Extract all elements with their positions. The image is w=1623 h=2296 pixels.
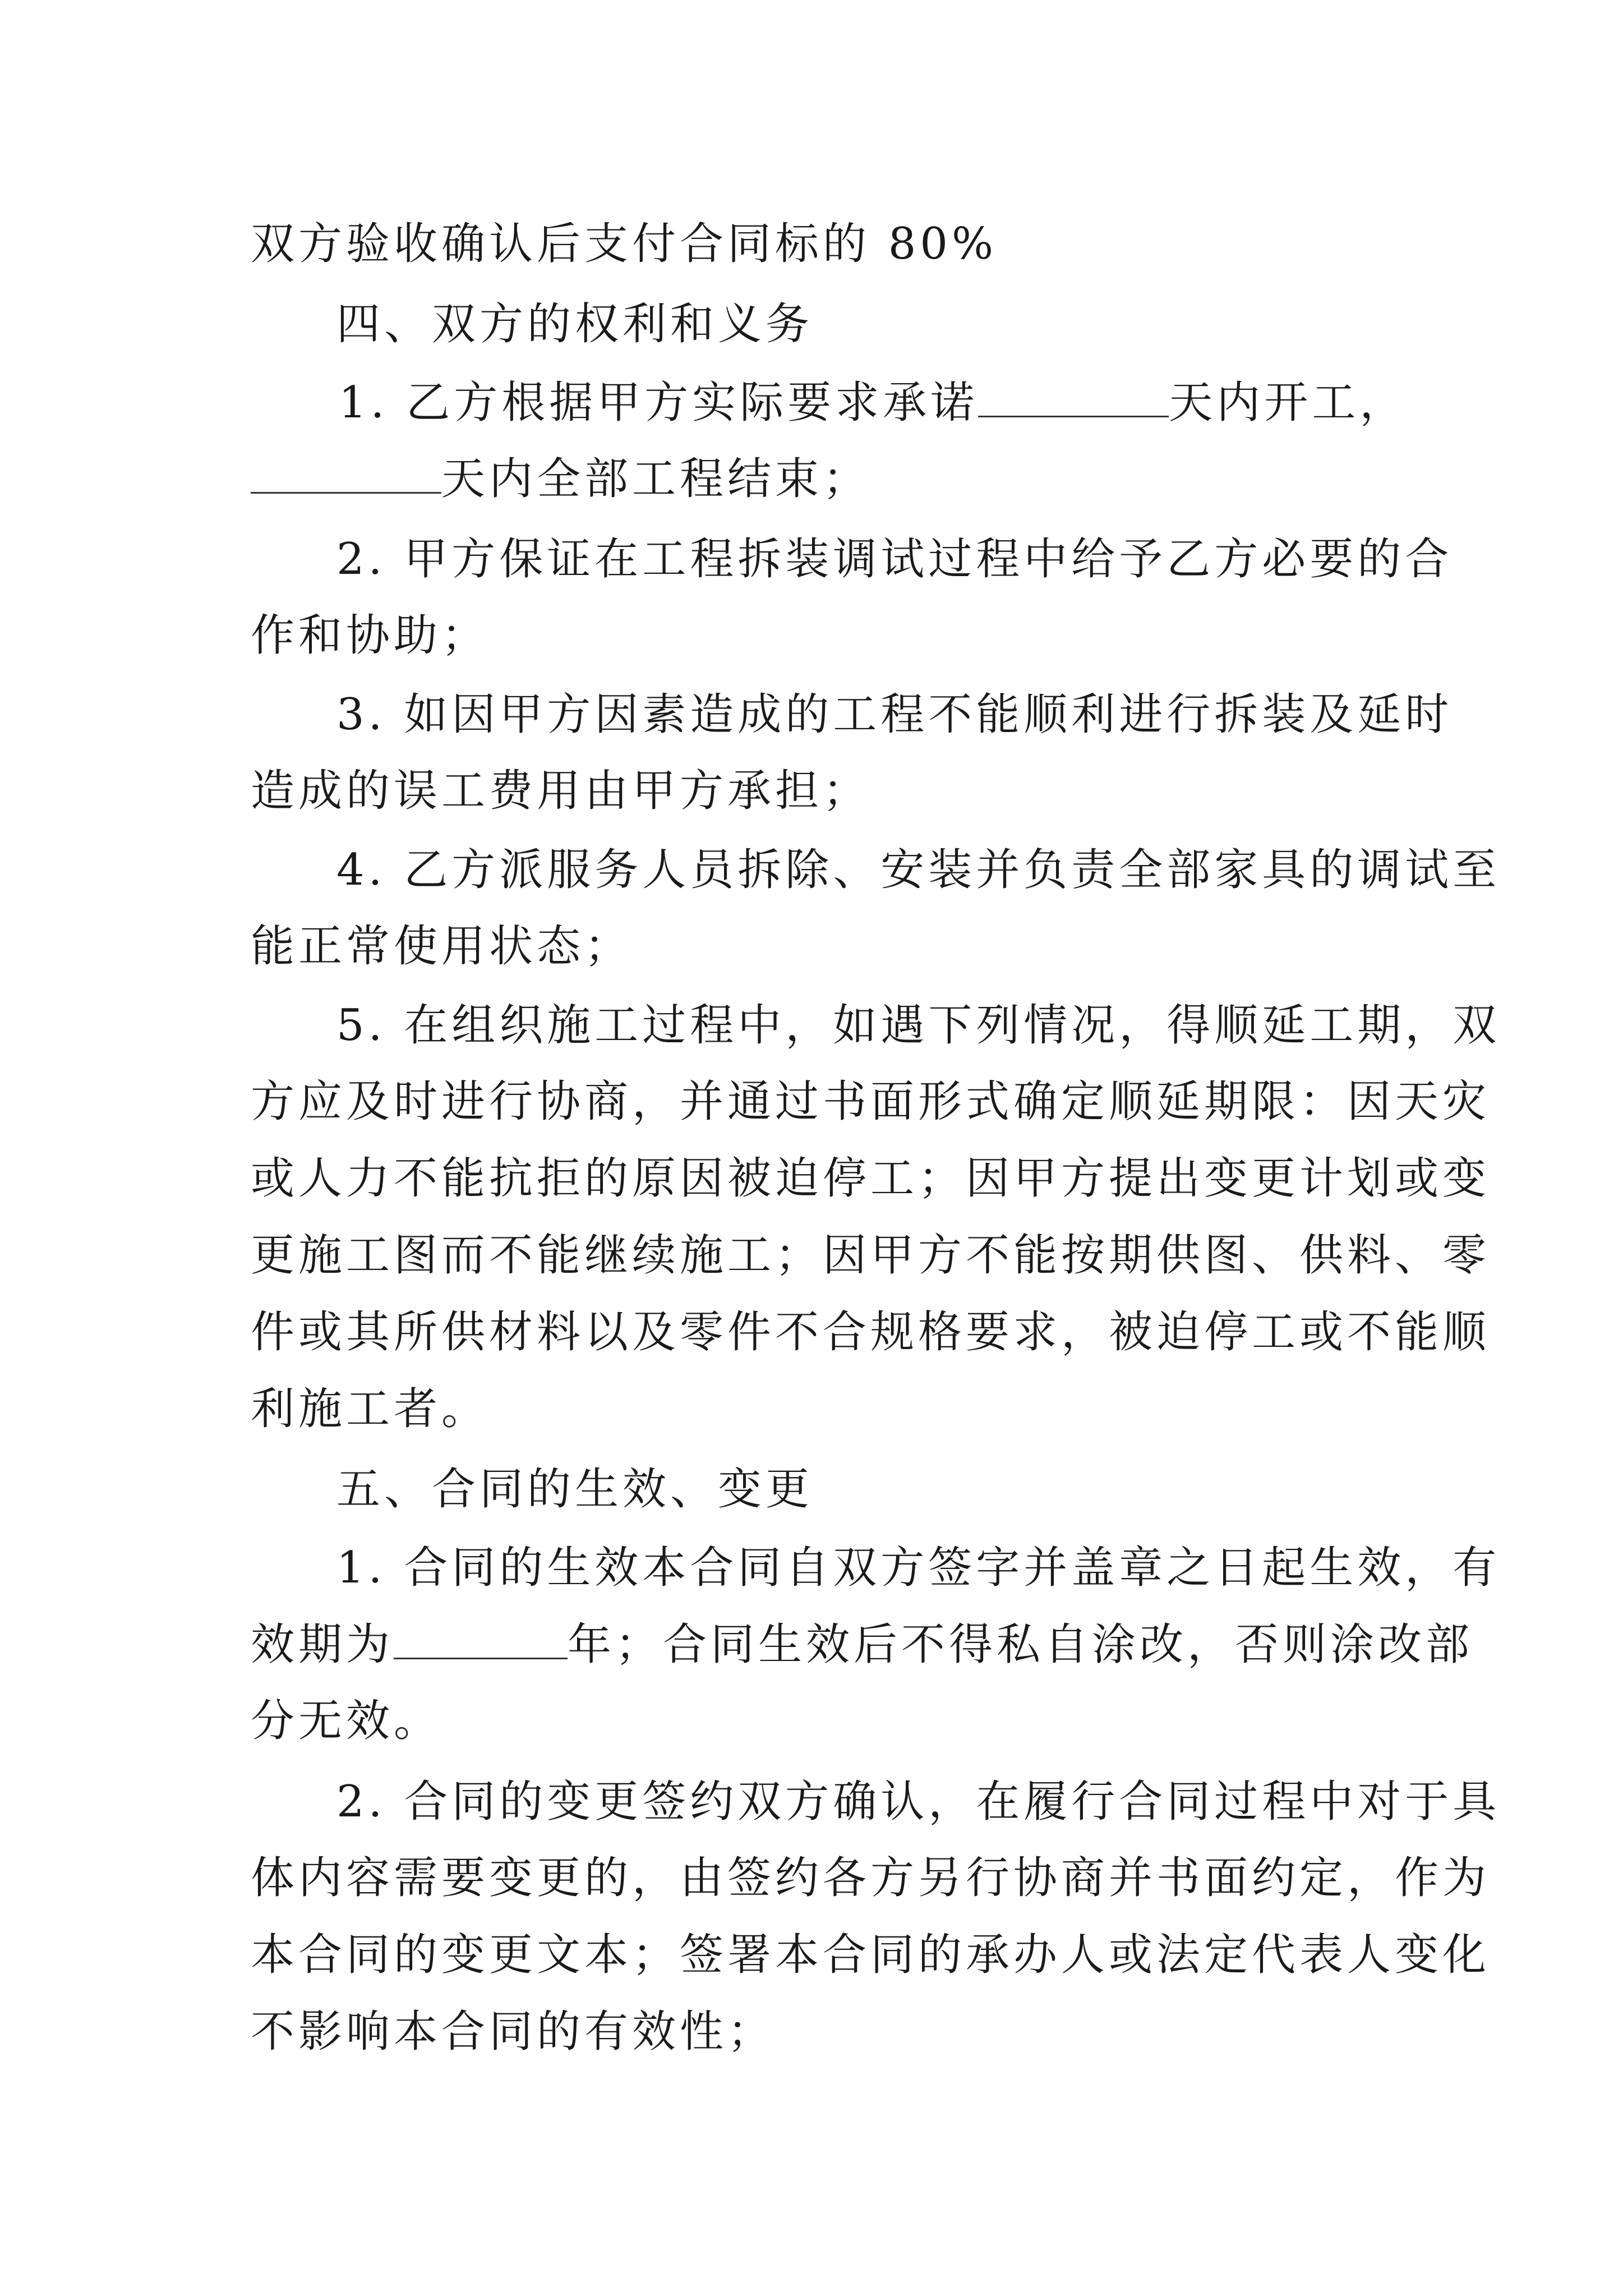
text-line xyxy=(251,1074,1491,1130)
text-line xyxy=(251,1850,1491,1906)
line-text: 利施工者。 xyxy=(251,1384,490,1434)
line-text: 2. 合同的变更签约双方确认，在履行合同过程中对于具 xyxy=(336,1777,1501,1827)
line-text: 3. 如因甲方因素造成的工程不能顺利进行拆装及延时 xyxy=(336,689,1453,740)
heading-text: 四、双方的权利和义务 xyxy=(336,299,814,349)
text-line xyxy=(251,1151,1491,1207)
text-line xyxy=(251,1693,1389,1749)
line-text: 更施工图而不能继续施工；因甲方不能按期供图、供料、零 xyxy=(251,1230,1491,1281)
text-line xyxy=(251,451,1389,507)
line-text: 效期为 xyxy=(251,1619,394,1670)
text-line xyxy=(251,1227,1491,1283)
line-text: 双方验收确认后支付合同标的 80% xyxy=(251,219,998,269)
heading-text: 五、合同的生效、变更 xyxy=(336,1464,814,1515)
line-text: 或人力不能抗拒的原因被迫停工；因甲方提出变更计划或变 xyxy=(251,1153,1491,1204)
text-line xyxy=(251,2004,1389,2060)
text-line xyxy=(336,687,1453,743)
section-heading xyxy=(336,1461,1475,1517)
line-text: 5. 在组织施工过程中，如遇下列情况，得顺延工期，双 xyxy=(336,1000,1501,1051)
line-text: 方应及时进行协商，并通过书面形式确定顺延期限：因天灾 xyxy=(251,1076,1491,1127)
line-text: 1. 合同的生效本合同自双方签字并盖章之日起生效，有 xyxy=(336,1543,1501,1593)
text-line xyxy=(251,1304,1491,1360)
text-line xyxy=(336,531,1453,587)
line-text: 体内容需要变更的，由签约各方另行协商并书面约定，作为 xyxy=(251,1853,1491,1903)
fill-blank xyxy=(251,455,441,494)
line-text: 1. 乙方根据甲方实际要求承诺 xyxy=(339,378,979,428)
text-line xyxy=(251,1927,1491,1983)
line-text: 年；合同生效后不得私自涂改，否则涂改部 xyxy=(568,1619,1474,1670)
text-line xyxy=(251,216,1389,272)
line-text: 本合同的变更文本；签署本合同的承办人或法定代表人变化 xyxy=(251,1930,1491,1980)
text-line xyxy=(251,918,1389,974)
line-text: 件或其所供材料以及零件不合规格要求，被迫停工或不能顺 xyxy=(251,1307,1491,1358)
line-text: 天内开工， xyxy=(1169,378,1408,428)
line-text: 4. 乙方派服务人员拆除、安装并负责全部家具的调试至 xyxy=(336,845,1501,895)
text-line xyxy=(251,1381,1389,1437)
line-text: 作和协助； xyxy=(251,610,490,661)
text-line xyxy=(251,608,1389,664)
text-line xyxy=(251,763,1389,819)
line-text: 分无效。 xyxy=(251,1696,442,1746)
fill-blank xyxy=(978,379,1169,417)
line-text: 不影响本合同的有效性； xyxy=(251,2007,776,2057)
text-line xyxy=(339,375,1408,431)
text-line xyxy=(251,1617,1474,1673)
fill-blank xyxy=(394,1621,568,1659)
text-line xyxy=(336,997,1501,1053)
section-heading xyxy=(336,296,1475,352)
line-text: 天内全部工程结束； xyxy=(441,454,871,504)
line-text: 造成的误工费用由甲方承担； xyxy=(251,766,871,816)
line-text: 能正常使用状态； xyxy=(251,921,633,972)
text-line xyxy=(336,1774,1501,1830)
text-line xyxy=(336,842,1501,898)
text-line xyxy=(336,1540,1501,1596)
line-text: 2. 甲方保证在工程拆装调试过程中给予乙方必要的合 xyxy=(336,534,1453,585)
